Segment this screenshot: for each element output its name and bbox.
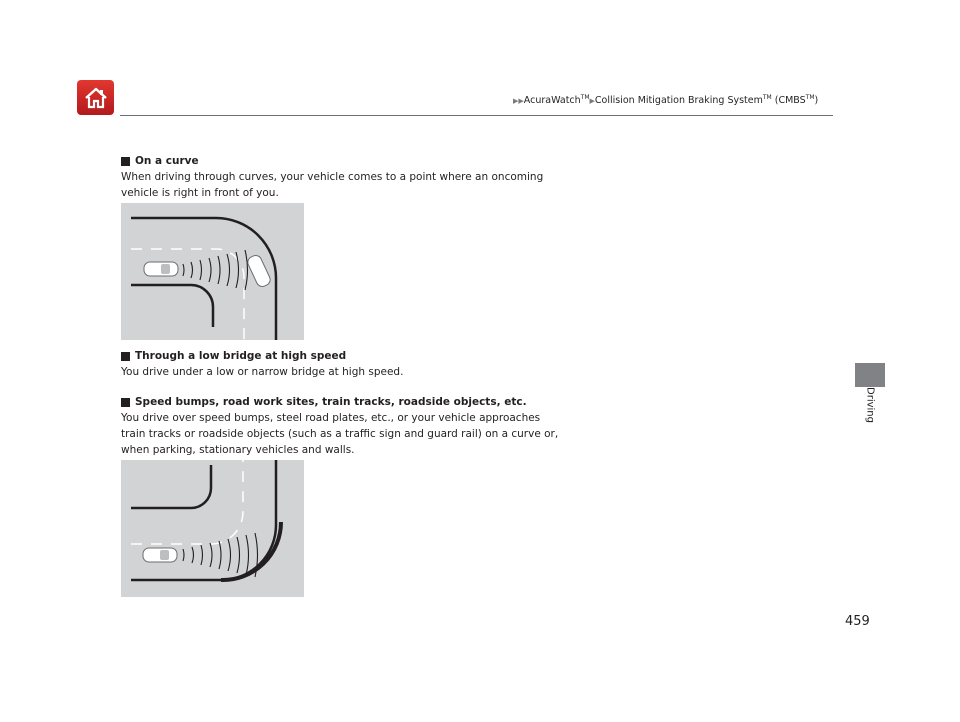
curve-illustration xyxy=(121,203,304,340)
own-vehicle-icon xyxy=(144,262,178,276)
home-button[interactable] xyxy=(77,80,114,115)
page-content-2 xyxy=(121,348,561,458)
bullet-square-icon xyxy=(121,398,130,407)
oncoming-vehicle-icon xyxy=(246,254,272,289)
section-on-curve xyxy=(121,153,561,201)
section-body: You drive over speed bumps, steel road plates, etc., or your vehicle approaches train tracks or roadside objects (such as a traffic sign and guard rail) on a curve or, when parking, stationary vehicles and walls. xyxy=(121,412,559,456)
section-body: You drive under a low or narrow bridge at high speed. xyxy=(121,366,404,378)
chapter-label: Driving xyxy=(864,387,876,423)
breadcrumb-arrow-icon: ▶▶ xyxy=(513,97,524,106)
breadcrumb xyxy=(513,94,818,106)
page-number: 459 xyxy=(845,614,870,629)
section-low-bridge xyxy=(121,348,561,380)
section-heading xyxy=(121,348,561,364)
section-heading-text: On a curve xyxy=(135,155,199,167)
breadcrumb-item-acurawatch[interactable]: AcuraWatch xyxy=(523,95,581,107)
section-heading-text: Through a low bridge at high speed xyxy=(135,350,347,362)
chapter-tab[interactable] xyxy=(855,363,885,387)
trademark: TM xyxy=(805,94,815,101)
breadcrumb-suffix: (CMBS xyxy=(771,95,806,107)
bullet-square-icon xyxy=(121,157,130,166)
section-body: When driving through curves, your vehicle comes to a point where an oncoming vehicle is right in front of you. xyxy=(121,171,544,199)
section-heading xyxy=(121,394,561,410)
breadcrumb-arrow-icon: ▶ xyxy=(589,97,595,106)
breadcrumb-item-cmbs: Collision Mitigation Braking System xyxy=(594,95,763,107)
page-content xyxy=(121,153,561,201)
bullet-square-icon xyxy=(121,352,130,361)
home-icon xyxy=(83,86,109,110)
header-divider xyxy=(120,115,833,116)
own-vehicle-icon xyxy=(143,548,177,562)
trademark: TM xyxy=(762,94,772,101)
breadcrumb-suffix-close: ) xyxy=(814,95,819,107)
section-heading-text: Speed bumps, road work sites, train tracks, roadside objects, etc. xyxy=(135,396,527,408)
section-speed-bumps xyxy=(121,394,561,458)
roadside-illustration xyxy=(121,460,304,597)
trademark: TM xyxy=(580,94,590,101)
section-heading xyxy=(121,153,561,169)
